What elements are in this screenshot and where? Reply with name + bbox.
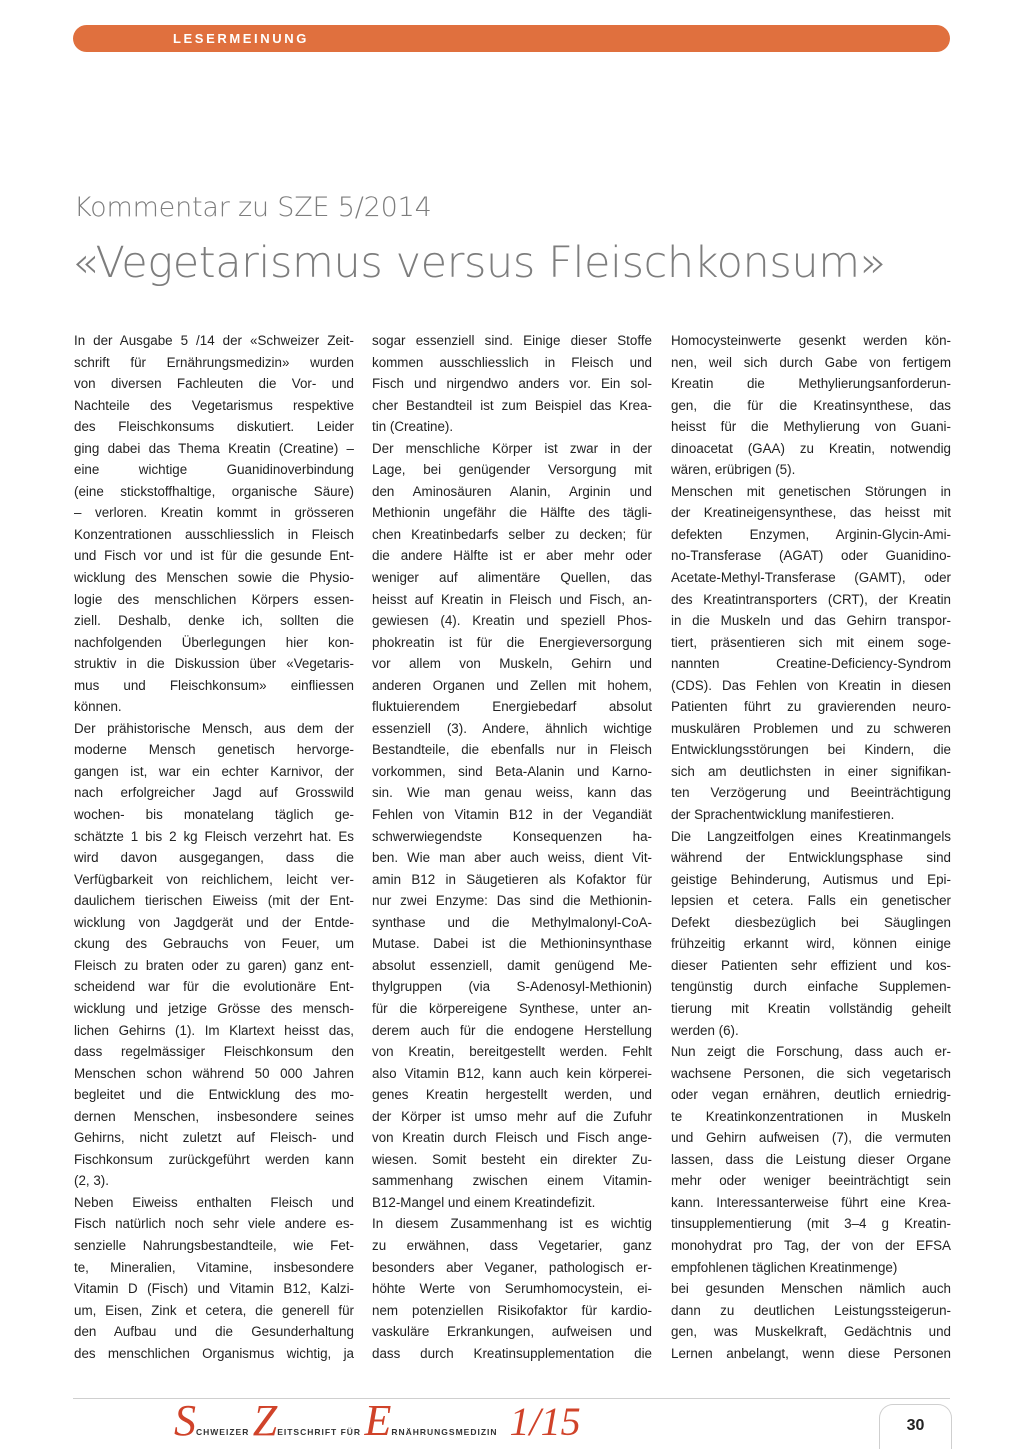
text-line: den Aminosäuren Alanin, Arginin und: [372, 483, 652, 499]
logo-word-schweizer: CHWEIZER: [196, 1427, 253, 1437]
text-line: wird davon ausgegangen, dass die: [74, 850, 354, 866]
text-line: sogar essenziell sind. Einige dieser Stoffe: [372, 333, 652, 348]
text-line: te, Mineralien, Vitamine, insbesondere: [74, 1259, 354, 1275]
text-line: In der Ausgabe 5 /14 der «Schweizer Zeit-: [74, 333, 354, 348]
section-label: LESERMEINUNG: [173, 31, 309, 46]
text-line: Defekt diesbezüglich bei Säuglingen: [671, 914, 951, 930]
journal-logo: [174, 1396, 581, 1446]
text-line: wicklung und jetzige Grösse des mensch-: [74, 1000, 354, 1016]
text-line: werden (6).: [671, 1022, 739, 1038]
text-line: tengünstig durch einfache Supplemen-: [671, 979, 951, 995]
text-line: Vitamin D (Fisch) und Vitamin B12, Kalzi-: [74, 1281, 354, 1297]
text-column-1: [74, 330, 354, 1364]
text-line: sammenhang zwischen einem Vitamin-: [372, 1173, 652, 1189]
text-line: schwerwiegendste Konsequenzen ha-: [372, 828, 652, 844]
text-line: lichen Gehirns (1). Im Klartext heisst das,: [74, 1022, 354, 1038]
text-line: wochen- bis monatelang täglich ge-: [74, 807, 354, 823]
logo-word-ernaehrungsmedizin: RNÄHRUNGSMEDIZIN: [391, 1427, 498, 1437]
text-line: dieser Patienten sehr effizient und kos-: [671, 957, 951, 973]
text-line: tierung mit Kreatin vollständig geheilt: [671, 1000, 951, 1016]
text-line: wicklung von Jagdgerät und der Entde-: [74, 914, 354, 930]
text-line: – verloren. Kreatin kommt in grösseren: [74, 505, 354, 521]
text-line: und Gehirn aufweisen (7), die vermuten: [671, 1130, 951, 1146]
text-line: daulichem tierischen Eiweiss (mit der Ent-: [74, 893, 354, 909]
text-line: kann. Interessanterweise führt eine Krea-: [671, 1194, 951, 1210]
page-number: 30: [906, 1417, 925, 1434]
text-line: heisst für die Methylierung von Guani-: [671, 419, 951, 435]
text-line: tin (Creatine).: [372, 419, 454, 435]
text-line: schrift für Ernährungsmedizin» wurden: [74, 354, 354, 370]
text-line: dann zu deutlichen Leistungssteigerun-: [671, 1302, 951, 1318]
text-line: wicklung des Menschen sowie die Physio-: [74, 570, 354, 586]
text-line: (CDS). Das Fehlen von Kreatin in diesen: [671, 677, 951, 693]
text-line: gewiesen (4). Kreatin und speziell Phos-: [372, 613, 652, 629]
logo-word-zeitschrift: EITSCHRIFT FÜR: [277, 1427, 365, 1437]
text-line: nur zwei Enzyme: Das sind die Methionin-: [372, 893, 652, 909]
text-line: Nachteile des Vegetarismus respektive: [74, 397, 354, 413]
text-line: In diesem Zusammenhang ist es wichtig: [372, 1216, 652, 1232]
text-line: Neben Eiweiss enthalten Fleisch und: [74, 1194, 354, 1210]
text-line: ten Verzögerung und Beeinträchtigung: [671, 785, 951, 801]
text-line: mus und Fleischkonsum» einfliessen: [74, 677, 354, 693]
text-line: Lernen anbelangt, wenn diese Personen: [671, 1345, 951, 1361]
text-line: des menschlichen Organismus wichtig, ja: [74, 1345, 354, 1361]
text-line: während der Entwicklungsphase sind: [671, 850, 951, 866]
text-line: logie des menschlichen Körpers essen-: [74, 591, 354, 607]
text-line: begleitet und die Entwicklung des mo-: [74, 1087, 354, 1103]
text-line: des Kreatintransporters (CRT), der Kreatin: [671, 591, 951, 607]
text-line: Konzentrationen ausschliesslich in Fleisch: [74, 526, 354, 542]
issue-number: 1/15: [509, 1399, 581, 1444]
text-line: weniger auf alimentäre Quellen, das: [372, 570, 652, 586]
text-line: te Kreatinkonzentrationen in Muskeln: [671, 1108, 951, 1124]
text-line: eine wichtige Guanidinoverbindung: [74, 462, 354, 478]
text-line: Bestandteile, die ebenfalls nur in Fleisch: [372, 742, 652, 758]
text-line: cher Bestandteil ist zum Beispiel das Krea-: [372, 397, 652, 413]
text-column-2: [372, 330, 652, 1364]
text-line: des Fleischkonsums diskutiert. Leider: [74, 419, 354, 435]
text-line: können.: [74, 699, 122, 715]
text-line: von diversen Fachleuten die Vor- und: [74, 376, 354, 392]
text-line: der Kreatineigensynthese, das heisst mit: [671, 505, 951, 521]
text-line: Entwicklungsstörungen bei Kindern, die: [671, 742, 951, 758]
article-title: «Vegetarismus versus Fleischkonsum»: [72, 238, 886, 288]
text-line: lassen, dass die Leistung dieser Organe: [671, 1151, 951, 1167]
text-line: ging dabei das Thema Kreatin (Creatine) –: [74, 440, 354, 456]
text-line: no-Transferase (AGAT) oder Guanidino-: [671, 548, 951, 564]
logo-letter-e: E: [364, 1396, 392, 1445]
text-line: sin. Wie man genau weiss, kann das: [372, 785, 652, 801]
text-line: Nun zeigt die Forschung, dass auch er-: [671, 1044, 951, 1060]
text-line: Menschen mit genetischen Störungen in: [671, 483, 951, 499]
text-line: thylgruppen (via S-Adenosyl-Methionin): [372, 979, 652, 995]
text-line: wären, erübrigen (5).: [671, 462, 796, 478]
text-line: Die Langzeitfolgen eines Kreatinmangels: [671, 828, 951, 844]
text-line: gen, die für die Kreatinsynthese, das: [671, 397, 951, 413]
text-line: also Vitamin B12, kann auch kein körperei-: [372, 1065, 652, 1081]
text-line: zu erwähnen, dass Vegetarier, ganz: [372, 1237, 652, 1253]
text-line: gangen ist, war ein echter Karnivor, der: [74, 763, 354, 779]
text-line: frühzeitig erkannt wird, können einige: [671, 936, 951, 952]
text-line: sich am deutlichsten in einer signifikan-: [671, 763, 951, 779]
text-line: moderne Mensch genetisch hervorge-: [74, 742, 354, 758]
text-line: nen, weil sich durch Gabe von fertigem: [671, 354, 951, 370]
text-line: ben. Wie man aber auch weiss, dient Vit-: [372, 850, 652, 866]
text-line: ckung des Gebrauchs von Feuer, um: [74, 936, 354, 952]
page-number-tab: [879, 1404, 952, 1449]
text-line: vor allem von Muskeln, Gehirn und: [372, 656, 652, 672]
text-line: defekten Enzymen, Arginin-Glycin-Ami-: [671, 526, 951, 542]
text-line: Patienten führt zu gravierenden neuro-: [671, 699, 951, 715]
text-line: gen, was Muskelkraft, Gedächtnis und: [671, 1324, 951, 1340]
text-line: mehr oder weniger beeinträchtigt sein: [671, 1173, 951, 1189]
text-line: dernen Menschen, insbesondere seines: [74, 1108, 354, 1124]
text-line: den Aufbau und die Gesunderhaltung: [74, 1324, 354, 1340]
text-line: Der prähistorische Mensch, aus dem der: [74, 720, 354, 736]
text-line: Menschen schon während 50 000 Jahren: [74, 1065, 354, 1081]
text-line: (2, 3).: [74, 1173, 109, 1189]
text-line: oder vegan ernähren, deutlich erniedrig-: [671, 1087, 951, 1103]
text-line: ziell. Deshalb, denke ich, sollten die: [74, 613, 354, 629]
text-line: B12-Mangel und einem Kreatindefizit.: [372, 1194, 596, 1210]
text-line: Fischkonsum zurückgeführt werden kann: [74, 1151, 354, 1167]
text-line: der Sprachentwicklung manifestieren.: [671, 807, 895, 823]
text-line: anderen Organen und Zellen mit hohem,: [372, 677, 652, 693]
text-line: von Kreatin durch Fleisch und Fisch ange-: [372, 1130, 652, 1146]
text-line: Gehirns, nicht zuletzt auf Fleisch- und: [74, 1130, 354, 1146]
logo-letter-z: Z: [252, 1396, 278, 1445]
text-line: Fisch natürlich noch sehr viele andere es-: [74, 1216, 354, 1232]
text-line: Kreatin die Methylierungsanforderun-: [671, 376, 951, 392]
text-line: der Körper ist umso mehr auf die Zufuhr: [372, 1108, 652, 1124]
text-line: höhte Werte von Serumhomocystein, ei-: [372, 1281, 652, 1297]
text-line: die andere Hälfte ist er aber mehr oder: [372, 548, 652, 564]
text-line: absolut essenziell, damit genügend Me-: [372, 957, 652, 973]
text-line: dass regelmässiger Fleischkonsum den: [74, 1044, 354, 1060]
text-line: dinoacetat (GAA) zu Kreatin, notwendig: [671, 440, 951, 456]
text-line: nach erfolgreicher Jagd auf Grosswild: [74, 785, 354, 801]
text-line: fluktuierendem Energiebedarf absolut: [372, 699, 652, 715]
text-line: phokreatin ist für die Energieversorgung: [372, 634, 652, 650]
text-line: in die Muskeln und das Gehirn transpor-: [671, 613, 951, 629]
text-line: genes Kreatin hergestellt werden, und: [372, 1087, 652, 1103]
text-line: besonders aber Veganer, pathologisch er-: [372, 1259, 652, 1275]
text-line: essenziell (3). Andere, ähnlich wichtige: [372, 720, 652, 736]
text-line: nannten Creatine-Deficiency-Syndrom: [671, 656, 951, 672]
text-line: nem potenziellen Risikofaktor für kardio-: [372, 1302, 652, 1318]
text-line: lepsien et cetera. Falls ein genetischer: [671, 893, 951, 909]
text-line: nachfolgenden Überlegungen hier kon-: [74, 634, 354, 650]
text-line: amin B12 in Säugetieren als Kofaktor für: [372, 871, 652, 887]
text-line: empfohlenen täglichen Kreatinmenge): [671, 1259, 898, 1275]
text-line: derem auch für die endogene Herstellung: [372, 1022, 652, 1038]
text-line: dass durch Kreatinsupplementation die: [372, 1345, 652, 1361]
text-line: vaskuläre Erkrankungen, aufweisen und: [372, 1324, 652, 1340]
text-line: Acetate-Methyl-Transferase (GAMT), oder: [671, 570, 951, 586]
text-line: muskulären Problemen und zu schweren: [671, 720, 951, 736]
text-line: um, Eisen, Zink et cetera, die generell für: [74, 1302, 354, 1318]
article-kicker: Kommentar zu SZE 5/2014: [74, 192, 432, 223]
text-line: Verfügbarkeit von reichlichem, leicht ver-: [74, 871, 354, 887]
text-line: kommen ausschliesslich in Fleisch und: [372, 354, 652, 370]
text-line: geistige Behinderung, Autismus und Epi-: [671, 871, 951, 887]
text-line: scheidend war für die evolutionäre Ent-: [74, 979, 354, 995]
text-line: tinsupplementierung (mit 3–4 g Kreatin-: [671, 1216, 951, 1232]
text-line: für die körpereigene Synthese, unter an-: [372, 1000, 652, 1016]
text-line: chen Kreatinbedarfs selber zu decken; für: [372, 526, 652, 542]
text-line: und Fisch vor und ist für die gesunde Ent-: [74, 548, 354, 564]
section-header-bar: [73, 25, 950, 52]
text-column-3: [671, 330, 951, 1364]
text-line: wiesen. Somit besteht ein direkter Zu-: [372, 1151, 652, 1167]
text-line: heisst auf Kreatin in Fleisch und Fisch, an-: [372, 591, 652, 607]
text-line: Fleisch zu braten oder zu garen) ganz ent-: [74, 957, 354, 973]
text-line: (eine stickstoffhaltige, organische Säure): [74, 483, 354, 499]
text-line: Homocysteinwerte gesenkt werden kön-: [671, 333, 951, 348]
text-line: Der menschliche Körper ist zwar in der: [372, 440, 652, 456]
text-line: senzielle Nahrungsbestandteile, wie Fet-: [74, 1237, 354, 1253]
text-line: Fehlen von Vitamin B12 in der Vegandiät: [372, 807, 652, 823]
text-line: synthase und die Methylmalonyl-CoA-: [372, 914, 652, 930]
text-line: vorkommen, sind Beta-Alanin und Karno-: [372, 763, 652, 779]
text-line: struktiv in die Diskussion über «Vegetaris-: [74, 656, 354, 672]
text-line: Fisch und nirgendwo anders vor. Ein sol-: [372, 376, 652, 392]
text-line: bei gesunden Menschen nämlich auch: [671, 1281, 951, 1297]
text-line: Methionin ungefähr die Hälfte des tägli-: [372, 505, 652, 521]
text-line: Lage, bei genügender Versorgung mit: [372, 462, 652, 478]
logo-letter-s: S: [174, 1396, 196, 1445]
text-line: monohydrat pro Tag, der von der EFSA: [671, 1237, 951, 1253]
text-line: tiert, präsentieren sich mit einem soge-: [671, 634, 951, 650]
text-line: von Kreatin, bereitgestellt werden. Fehlt: [372, 1044, 652, 1060]
text-line: Mutase. Dabei ist die Methioninsynthase: [372, 936, 652, 952]
text-line: wachsene Personen, die sich vegetarisch: [671, 1065, 951, 1081]
text-line: schätzte 1 bis 2 kg Fleisch verzehrt hat. Es: [74, 828, 354, 844]
